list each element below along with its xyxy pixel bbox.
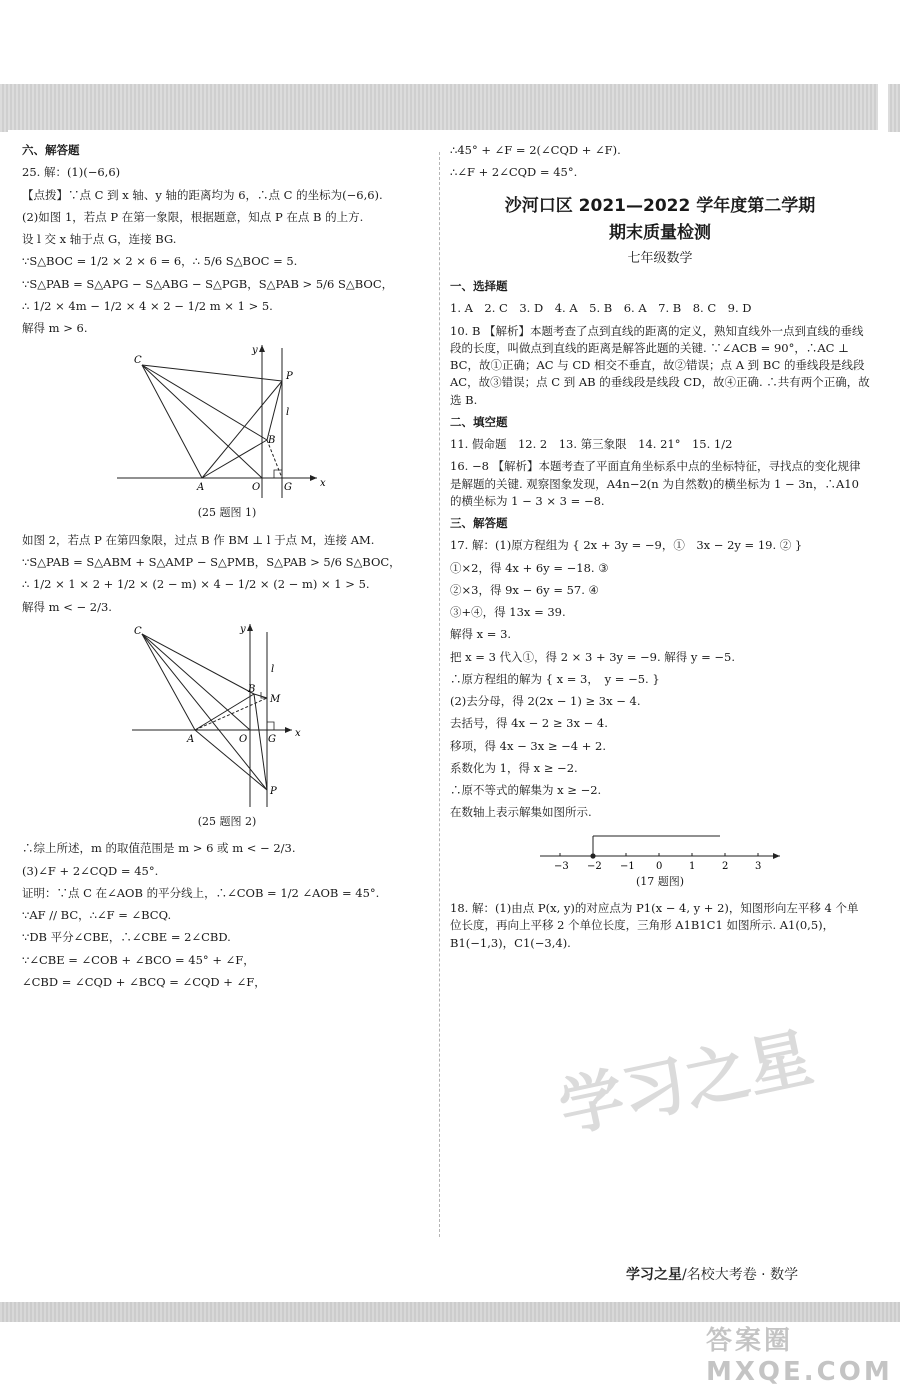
q17-line: 去括号，得 4x − 2 ≥ 3x − 4. (450, 716, 608, 731)
fig-label-p: P (286, 371, 293, 383)
watermark-text: 学习之星 (553, 1021, 819, 1147)
fig-label-o: O (252, 482, 261, 494)
fig-label-l: l (286, 407, 290, 419)
tick-label: 3 (755, 860, 762, 872)
fig-label-c: C (134, 625, 142, 637)
q25-line: ∵S△PAB = S△ABM + S△AMP − S△PMB，S△PAB > 5/6 S△BOC， (22, 555, 401, 569)
left-column (22, 142, 432, 996)
q25-line: 设 l 交 x 轴于点 G，连接 BG. (22, 232, 177, 246)
watermark-site: 答案圈 MXQE.COM (706, 1326, 893, 1387)
page-footer (626, 1264, 798, 1284)
fig-label-y: y (240, 623, 246, 635)
fig-label-x: x (295, 727, 301, 739)
q17-line: ∴原不等式的解集为 x ≥ −2. (450, 783, 602, 797)
exam-subtitle: 七年级数学 (627, 250, 693, 266)
fig-label-b: B (248, 683, 256, 695)
number-line-figure (530, 828, 790, 872)
section-heading: 一、选择题 (450, 279, 508, 293)
q17-line: 在数轴上表示解集如图所示. (450, 805, 592, 820)
watermark-logo (553, 1021, 819, 1220)
fig-label-l: l (271, 663, 275, 675)
tick-label: 0 (656, 860, 663, 872)
section-heading: 三、解答题 (450, 516, 508, 530)
q25-line: 如图 2，若点 P 在第四象限，过点 B 作 BM ⊥ l 于点 M，连接 AM. (22, 532, 375, 547)
fig-label-x: x (320, 478, 326, 490)
fig-label-c: C (134, 355, 142, 367)
q10-explanation: 10. B 【解析】本题考查了点到直线的距离的定义，熟知直线外一点到直线的垂线段的长度，叫做点到直线的距离是解答此题的关键. ∵∠ACB = 90°，∴AC ⊥ BC，故①正确；AC 与 CD 相交不垂直，故②错误；点 A 到 BC 的垂线段是线段 AC，故③错误；点 C 到 AB 的垂线段是线段 CD，故④正确. ∴共有两个正确，故选 B. (450, 323, 870, 407)
figure-25-1 (112, 343, 342, 503)
fig-label-m: M (270, 693, 281, 705)
fig-label-a: A (197, 482, 205, 494)
q25-part2-intro: (2)如图 1，若点 P 在第一象限，根据题意，知点 P 在点 B 的上方. (22, 209, 364, 224)
multiple-choice-answers: 1. A 2. C 3. D 4. A 5. B 6. A 7. B 8. C 9. D (450, 301, 752, 316)
figure-25-2 (127, 622, 327, 812)
q16-explanation: 16. −8 【解析】本题考查了平面直角坐标系中点的坐标特征，寻找点的变化规律是解题的关键. 观察图象发现，A4n−2(n 为自然数)的横坐标为 1 − 3n，∴A10 的横坐标为 1 − 3 × 3 = −8. (450, 459, 861, 508)
tick-label: −2 (587, 860, 602, 872)
fig-label-p: P (270, 785, 277, 797)
q17-line: 系数化为 1，得 x ≥ −2. (450, 760, 578, 775)
q25-conclusion: ∴∠F + 2∠CQD = 45°. (450, 165, 578, 180)
scan-band-bottom (0, 1302, 900, 1322)
tick-label: −3 (554, 860, 569, 872)
tick-label: 2 (722, 860, 729, 872)
q25-line: 解得 m < − 2/3. (22, 599, 112, 614)
figure-caption: (25 题图 2) (197, 814, 257, 828)
fig-label-a: A (187, 733, 195, 745)
q17-line: ③+④，得 13x = 39. (450, 605, 566, 619)
q17-line: ②×3，得 9x − 6y = 57. ④ (450, 582, 599, 597)
q17-line: 17. 解：(1)原方程组为 { 2x + 3y = −9，① 3x − 2y = 19. ② } (450, 538, 803, 553)
column-divider (439, 152, 440, 1237)
q25-line: 证明：∵点 C 在∠AOB 的平分线上，∴∠COB = 1/2 ∠AOB = 45°. (22, 885, 380, 900)
section-heading: 二、填空题 (450, 414, 508, 429)
q25-continued: ∴45° + ∠F = 2(∠CQD + ∠F). (450, 143, 621, 157)
fig-label-o: O (239, 733, 248, 745)
exam-title: 沙河口区 2021—2022 学年度第二学期 (504, 195, 816, 216)
q25-line: ∵AF // BC，∴∠F = ∠BCQ. (22, 908, 172, 922)
exam-title-2: 期末质量检测 (609, 223, 711, 243)
answer-page (8, 130, 888, 1302)
q25-line: ∵∠CBE = ∠COB + ∠BCO = 45° + ∠F， (22, 952, 255, 967)
q25-line: ∵S△BOC = 1/2 × 2 × 6 = 6，∴ 5/6 S△BOC = 5. (22, 254, 298, 269)
q18-solution: 18. 解：(1)由点 P(x, y)的对应点为 P1(x − 4, y + 2)，知图形向左平移 4 个单位长度，再向上平移 2 个单位长度，三角形 A1B1C1 如图所示. A1(0,5)，B1(−1,3)，C1(−3,4). (450, 901, 859, 950)
tick-label: −1 (620, 860, 635, 872)
section-heading: 六、解答题 (22, 143, 80, 157)
q17-line: ∴原方程组的解为 { x = 3， y = −5. } (450, 671, 660, 686)
q25-line: ∴综上所述，m 的取值范围是 m > 6 或 m < − 2/3. (22, 841, 296, 856)
fig-label-g: G (284, 482, 292, 494)
figure-caption: (17 题图) (635, 874, 685, 888)
q25-line: ∴ 1/2 × 4m − 1/2 × 4 × 2 − 1/2 m × 1 > 5. (22, 298, 273, 313)
fig-label-b: B (268, 435, 276, 447)
footer-separator: / (682, 1267, 687, 1283)
q25-part3: (3)∠F + 2∠CQD = 45°. (22, 863, 159, 878)
q17-line: ①×2，得 4x + 6y = −18. ③ (450, 560, 609, 575)
figure-caption: (25 题图 1) (197, 506, 257, 520)
right-column (450, 142, 870, 957)
q25-line: ∵S△PAB = S△APG − S△ABG − S△PGB，S△PAB > 5/6 S△BOC， (22, 276, 394, 291)
q25-line: ∠CBD = ∠CQD + ∠BCQ = ∠CQD + ∠F， (22, 974, 266, 989)
q17-line: 把 x = 3 代入①，得 2 × 3 + 3y = −9. 解得 y = −5. (450, 649, 735, 664)
q25-part1: 25. 解：(1)(−6,6) (22, 165, 121, 180)
footer-series: 名校大考卷 · 数学 (686, 1267, 799, 1283)
fig-label-y: y (252, 345, 258, 357)
fill-blank-answers: 11. 假命题 12. 2 13. 第三象限 14. 21° 15. 1/2 (450, 437, 733, 451)
fig-label-g: G (268, 733, 276, 745)
q17-line: 移项，得 4x − 3x ≥ −4 + 2. (450, 738, 607, 753)
footer-brand: 学习之星 (626, 1267, 682, 1283)
q25-line: ∵DB 平分∠CBE，∴∠CBE = 2∠CBD. (22, 930, 231, 945)
q25-line: 解得 m > 6. (22, 321, 88, 335)
q17-line: 解得 x = 3. (450, 627, 512, 642)
q25-line: ∴ 1/2 × 1 × 2 + 1/2 × (2 − m) × 4 − 1/2 × (2 − m) × 1 > 5. (22, 577, 370, 592)
scan-band-top (0, 84, 900, 132)
q25-hint: 【点拨】∵点 C 到 x 轴、y 轴的距离均为 6，∴点 C 的坐标为(−6,6). (22, 187, 383, 202)
tick-label: 1 (689, 860, 696, 872)
q17-line: (2)去分母，得 2(2x − 1) ≥ 3x − 4. (450, 694, 641, 708)
